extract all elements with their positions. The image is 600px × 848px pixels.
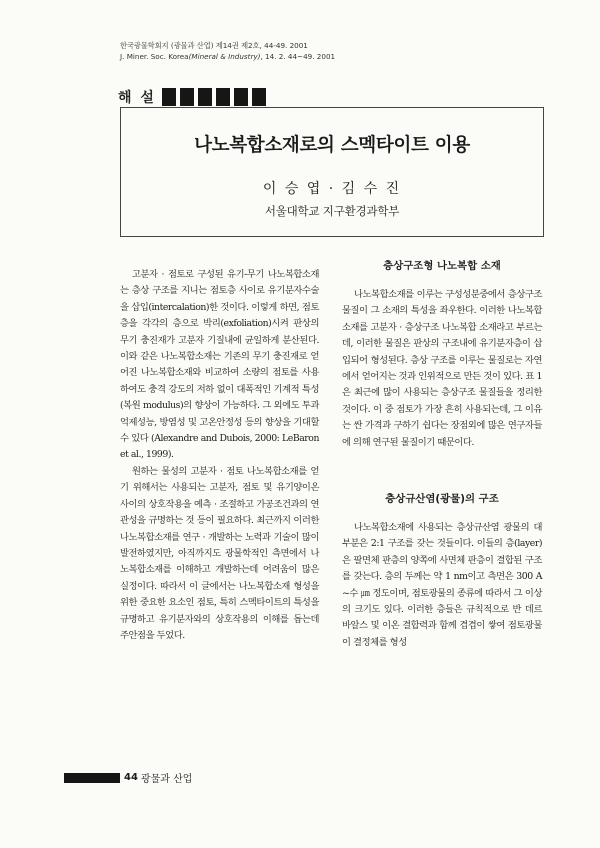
section-banner bbox=[118, 87, 266, 107]
article-title: 나노복합소재로의 스멕타이트 이용 bbox=[194, 135, 470, 156]
right-column-section1 bbox=[342, 287, 542, 451]
body-paragraph: 나노복합소재에 사용되는 층상규산염 광물의 대부분은 2:1 구조를 갖는 것들이다. 이들의 층(layer)은 팔면체 판층의 양쪽에 사면체 판층이 결합된 구조를 갖는다. 층의 두께는 약 1 nm이고 측면은 300 A ~수 ㎛ 정도이며, 점토광물의 종류에 따라서 그 이상의 크기도 있다. 이러한 층들은 규칙적으로 반 데르 바알스 및 이온 결합력과 함께 겹겹이 쌓여 점토광물이 결정체를 형성 bbox=[342, 522, 542, 648]
section-heading-layered: 층상구조형 나노복합 소재 bbox=[383, 260, 501, 272]
banner-block bbox=[216, 88, 230, 106]
banner-block bbox=[234, 88, 248, 106]
citation-prefix: J. Miner. Soc. Korea bbox=[120, 52, 189, 61]
page-number: 44 bbox=[124, 772, 138, 783]
banner-block bbox=[162, 88, 176, 106]
title-box bbox=[120, 107, 544, 237]
article-authors: 이 승 엽 · 김 수 진 bbox=[262, 181, 402, 197]
body-paragraph: 나노복합소재를 이루는 구성성분중에서 층상구조 물질이 그 소재의 특성을 좌우한다. 이러한 나노복합소재를 고분자 · 층상구조 나노복합 소재라고 부르는데, 이러한 물질은 판상의 구조내에 유기분자층이 삽입되어 형성된다. 층상 구조를 이루는 물질로는 자연에서 얻어지는 것과 인위적으로 만든 것이 있다. 표 1은 최근에 많이 사용되는 층상구조 물질들을 정리한 것이다. 이 중 점토가 가장 흔히 사용되는데, 그 이유는 싼 가격과 구하기 쉽다는 장점외에 많은 연구자들에 의해 연구된 물질이기 때문이다. bbox=[342, 289, 542, 448]
citation-line-korean: 한국광물학회지 (광물과 산업) 제14권 제2호, 44-49. 2001 bbox=[120, 41, 308, 50]
right-column-section2 bbox=[342, 520, 542, 651]
body-paragraph: 고분자 · 점토로 구성된 유기-무기 나노복합소재는 층상 구조를 지니는 점토층 사이로 유기분자수술을 삽입(intercalation)한 것이다. 이렇게 하면, 점토층을 각각의 층으로 박리(exfoliation)시켜 판상의 무기 충진재가 고분자 기질내에 균일하게 분산된다. 이와 같은 나노복합소재는 기존의 무기 충진재로 얻어진 나노복합소재와 비교하여 소량의 점토를 사용하여도 충격 강도의 저하 없이 대폭적인 기계적 특성(복원 modulus)의 향상이 가능하다. 그 외에도 투과억제성능, 방염성 및 고온안정성 등의 향상을 기대할 수 있다 (Alexandre and Dubois, 2000: LeBaron et al., 1999). bbox=[120, 269, 319, 461]
article-affiliation: 서울대학교 지구환경과학부 bbox=[264, 204, 400, 218]
banner-label: 해 설 bbox=[118, 90, 156, 106]
banner-block bbox=[180, 88, 194, 106]
left-column bbox=[120, 267, 319, 644]
citation-suffix: , 14. 2. 44~49. 2001 bbox=[260, 52, 336, 61]
footer-journal-label: 광물과 산업 bbox=[140, 774, 193, 785]
citation-line-english bbox=[120, 51, 335, 62]
section-heading-silicate: 층상규산염(광물)의 구조 bbox=[385, 493, 499, 505]
banner-block bbox=[252, 88, 266, 106]
banner-block bbox=[198, 88, 212, 106]
banner-blocks bbox=[162, 88, 266, 106]
page-footer bbox=[64, 770, 192, 785]
citation-italic: (Mineral & Industry) bbox=[188, 52, 261, 61]
journal-citation bbox=[120, 40, 335, 62]
body-paragraph: 원하는 물성의 고분자 · 점토 나노복합소재를 얻기 위해서는 사용되는 고분자, 점토 및 유기양이온 사이의 상호작용을 예측 · 조절하고 가공조건과의 연관성을 규명하는 것 등이 필요하다. 최근까지 이러한 나노복합소재를 연구 · 개발하는 노력과 기술이 많이 발전하였지만, 아직까지도 광물학적인 측면에서 나노복합소재를 이해하고 개발하는데 어려움이 많은 실정이다. 따라서 이 글에서는 나노복합소재 형성을 위한 중요한 요소인 점토, 특히 스멕타이트의 특성을 규명하고 유기분자와의 상호작용의 이해를 돕는데 주안점을 두었다. bbox=[120, 465, 319, 641]
footer-bar bbox=[64, 773, 120, 783]
